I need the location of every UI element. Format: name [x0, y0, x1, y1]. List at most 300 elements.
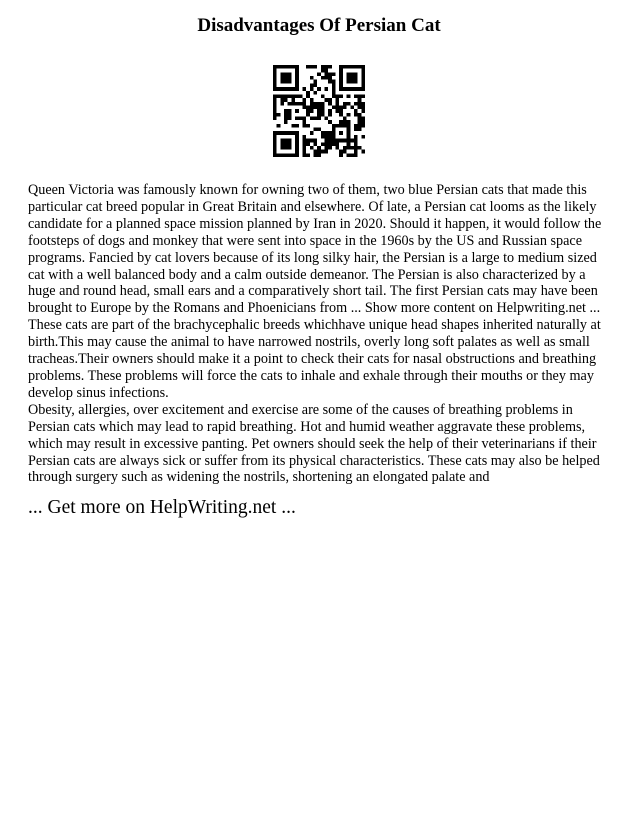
qr-module: [336, 146, 340, 150]
qr-module: [325, 117, 329, 121]
qr-module: [358, 65, 362, 69]
qr-module: [332, 91, 336, 95]
qr-module: [328, 80, 332, 84]
qr-module: [302, 146, 306, 150]
qr-module: [321, 142, 325, 146]
qr-module: [291, 102, 295, 106]
qr-module: [336, 139, 340, 143]
qr-module: [277, 153, 281, 157]
qr-module: [358, 124, 362, 128]
qr-module: [310, 105, 314, 109]
qr-module: [361, 94, 365, 98]
qr-module: [273, 105, 277, 109]
qr-module: [280, 102, 284, 106]
qr-module: [354, 72, 358, 76]
qr-module: [339, 150, 343, 154]
qr-module: [332, 87, 336, 91]
qr-module: [284, 76, 288, 80]
qr-module: [310, 139, 314, 143]
qr-module: [354, 113, 358, 117]
qr-module: [347, 72, 351, 76]
qr-module: [295, 135, 299, 139]
qr-module: [339, 131, 343, 135]
qr-module: [347, 87, 351, 91]
qr-module: [361, 87, 365, 91]
qr-module: [310, 98, 314, 102]
qr-module: [343, 65, 347, 69]
qr-module: [302, 142, 306, 146]
qr-module: [273, 80, 277, 84]
qr-module: [332, 131, 336, 135]
qr-module: [354, 102, 358, 106]
qr-module: [354, 135, 358, 139]
qr-module: [295, 142, 299, 146]
qr-module: [313, 65, 317, 69]
qr-module: [306, 105, 310, 109]
qr-module: [325, 69, 329, 73]
qr-module: [325, 72, 329, 76]
qr-module: [291, 131, 295, 135]
qr-module: [347, 153, 351, 157]
qr-module: [302, 139, 306, 143]
qr-module: [273, 142, 277, 146]
qr-module: [347, 128, 351, 132]
qr-module: [332, 139, 336, 143]
qr-module: [280, 94, 284, 98]
qr-module: [354, 142, 358, 146]
qr-module: [273, 98, 277, 102]
qr-module: [347, 139, 351, 143]
qr-module: [313, 80, 317, 84]
qr-module: [302, 135, 306, 139]
qr-module: [328, 142, 332, 146]
qr-module: [328, 98, 332, 102]
qr-module: [313, 153, 317, 157]
qr-module: [295, 80, 299, 84]
qr-module: [277, 124, 281, 128]
qr-module: [321, 105, 325, 109]
qr-module: [302, 105, 306, 109]
qr-module: [343, 87, 347, 91]
qr-module: [347, 80, 351, 84]
qr-module: [277, 131, 281, 135]
qr-module: [273, 87, 277, 91]
qr-module: [280, 87, 284, 91]
qr-module: [284, 113, 288, 117]
qr-module: [288, 113, 292, 117]
qr-module: [321, 69, 325, 73]
qr-module: [313, 105, 317, 109]
qr-module: [361, 65, 365, 69]
qr-module: [280, 153, 284, 157]
qr-module: [321, 65, 325, 69]
qr-module: [328, 131, 332, 135]
qr-module: [350, 139, 354, 143]
qr-module: [317, 128, 321, 132]
qr-module: [332, 94, 336, 98]
qr-module: [343, 124, 347, 128]
qr-module: [273, 153, 277, 157]
qr-module: [310, 83, 314, 87]
qr-module: [325, 150, 329, 154]
qr-module: [339, 109, 343, 113]
qr-module: [280, 146, 284, 150]
qr-module: [313, 83, 317, 87]
qr-module: [313, 139, 317, 143]
qr-module: [328, 109, 332, 113]
qr-module: [339, 153, 343, 157]
qr-module: [347, 146, 351, 150]
qr-module: [295, 76, 299, 80]
qr-module: [361, 150, 365, 154]
qr-module: [339, 72, 343, 76]
qr-module: [347, 142, 351, 146]
qr-module: [361, 72, 365, 76]
qr-module: [321, 131, 325, 135]
qr-module: [321, 76, 325, 80]
qr-module: [317, 150, 321, 154]
qr-module: [354, 109, 358, 113]
qr-module: [350, 80, 354, 84]
qr-module: [317, 113, 321, 117]
qr-module: [354, 124, 358, 128]
qr-module: [295, 83, 299, 87]
qr-module: [328, 120, 332, 124]
qr-module: [332, 124, 336, 128]
qr-module: [361, 120, 365, 124]
qr-module: [350, 87, 354, 91]
qr-module: [306, 142, 310, 146]
qr-module: [310, 102, 314, 106]
qr-module: [332, 83, 336, 87]
qr-module: [288, 76, 292, 80]
qr-module: [354, 139, 358, 143]
qr-module: [302, 153, 306, 157]
qr-module: [280, 65, 284, 69]
qr-module: [361, 109, 365, 113]
qr-module: [313, 117, 317, 121]
qr-module: [354, 128, 358, 132]
qr-module: [325, 87, 329, 91]
qr-module: [354, 80, 358, 84]
qr-module: [354, 65, 358, 69]
qr-module: [273, 131, 277, 135]
qr-module: [317, 153, 321, 157]
qr-module: [336, 109, 340, 113]
qr-module: [295, 139, 299, 143]
qr-module: [317, 102, 321, 106]
qr-module: [361, 80, 365, 84]
qr-code-graphic: [273, 65, 365, 157]
qr-code-icon: [273, 65, 365, 157]
qr-module: [273, 94, 277, 98]
qr-module: [302, 102, 306, 106]
qr-module: [284, 72, 288, 76]
qr-module: [336, 98, 340, 102]
qr-module: [277, 94, 281, 98]
qr-module: [284, 146, 288, 150]
qr-module: [343, 102, 347, 106]
qr-module: [288, 142, 292, 146]
qr-module: [358, 87, 362, 91]
qr-module: [343, 117, 347, 121]
qr-module: [317, 109, 321, 113]
qr-module: [350, 146, 354, 150]
qr-module: [280, 131, 284, 135]
qr-module: [306, 153, 310, 157]
qr-module: [361, 76, 365, 80]
qr-module: [317, 117, 321, 121]
qr-module: [339, 80, 343, 84]
qr-module: [339, 105, 343, 109]
qr-module: [288, 80, 292, 84]
qr-module: [288, 102, 292, 106]
qr-module: [358, 98, 362, 102]
qr-module: [321, 109, 325, 113]
qr-module: [288, 139, 292, 143]
qr-module: [361, 83, 365, 87]
qr-module: [306, 139, 310, 143]
qr-module: [321, 102, 325, 106]
qr-module: [306, 94, 310, 98]
qr-module: [350, 65, 354, 69]
qr-module: [306, 113, 310, 117]
qr-module: [295, 131, 299, 135]
qr-module: [361, 102, 365, 106]
qr-module: [295, 94, 299, 98]
qr-module: [354, 76, 358, 80]
qr-module: [284, 94, 288, 98]
qr-module: [339, 76, 343, 80]
qr-module: [328, 113, 332, 117]
qr-module: [358, 105, 362, 109]
qr-module: [328, 76, 332, 80]
qr-module: [358, 120, 362, 124]
qr-module: [358, 128, 362, 132]
qr-module: [299, 117, 303, 121]
qr-module: [350, 153, 354, 157]
qr-module: [291, 124, 295, 128]
qr-module: [328, 139, 332, 143]
qr-module: [284, 131, 288, 135]
qr-module: [302, 117, 306, 121]
qr-module: [317, 146, 321, 150]
qr-module: [273, 139, 277, 143]
qr-module: [291, 98, 295, 102]
qr-module: [295, 72, 299, 76]
qr-module: [350, 72, 354, 76]
qr-module: [280, 98, 284, 102]
qr-module: [347, 76, 351, 80]
qr-module: [302, 124, 306, 128]
qr-module: [339, 120, 343, 124]
qr-module: [339, 139, 343, 143]
qr-module: [288, 131, 292, 135]
qr-module: [332, 135, 336, 139]
page-title: Disadvantages Of Persian Cat: [197, 15, 441, 36]
qr-module: [299, 102, 303, 106]
qr-module: [310, 87, 314, 91]
qr-module: [328, 102, 332, 106]
qr-module: [347, 131, 351, 135]
qr-module: [343, 120, 347, 124]
qr-module: [361, 69, 365, 73]
qr-module: [325, 76, 329, 80]
qr-module: [317, 105, 321, 109]
qr-module: [306, 65, 310, 69]
qr-module: [280, 142, 284, 146]
qr-module: [310, 109, 314, 113]
qr-module: [273, 113, 277, 117]
qr-module: [350, 105, 354, 109]
qr-module: [288, 117, 292, 121]
qr-module: [313, 128, 317, 132]
qr-module: [347, 113, 351, 117]
qr-module: [284, 117, 288, 121]
qr-module: [339, 87, 343, 91]
qr-module: [277, 65, 281, 69]
qr-module: [280, 72, 284, 76]
qr-module: [358, 113, 362, 117]
qr-module: [310, 146, 314, 150]
qr-module: [343, 146, 347, 150]
qr-module: [328, 72, 332, 76]
qr-module: [321, 150, 325, 154]
qr-module: [313, 102, 317, 106]
qr-module: [295, 69, 299, 73]
qr-module: [361, 124, 365, 128]
qr-module: [339, 65, 343, 69]
qr-module: [332, 80, 336, 84]
qr-module: [339, 94, 343, 98]
qr-module: [306, 124, 310, 128]
qr-module: [343, 150, 347, 154]
qr-module: [347, 65, 351, 69]
qr-module: [332, 128, 336, 132]
qr-module: [280, 139, 284, 143]
qr-module: [339, 83, 343, 87]
qr-module: [328, 135, 332, 139]
qr-module: [336, 124, 340, 128]
qr-module: [310, 117, 314, 121]
qr-module: [273, 102, 277, 106]
qr-module: [317, 87, 321, 91]
get-more-link[interactable]: ... Get more on HelpWriting.net ...: [28, 497, 296, 518]
qr-module: [273, 69, 277, 73]
qr-module: [306, 91, 310, 95]
qr-module: [291, 94, 295, 98]
qr-module: [354, 150, 358, 154]
qr-module: [358, 102, 362, 106]
qr-module: [339, 124, 343, 128]
qr-module: [347, 120, 351, 124]
qr-module: [288, 153, 292, 157]
qr-module: [328, 146, 332, 150]
qr-module: [295, 124, 299, 128]
qr-module: [336, 142, 340, 146]
qr-module: [347, 102, 351, 106]
qr-module: [358, 117, 362, 121]
qr-module: [313, 142, 317, 146]
qr-module: [291, 87, 295, 91]
qr-module: [295, 146, 299, 150]
qr-module: [284, 98, 288, 102]
qr-module: [277, 87, 281, 91]
qr-module: [310, 76, 314, 80]
qr-module: [284, 65, 288, 69]
qr-module: [288, 146, 292, 150]
qr-module: [313, 150, 317, 154]
qr-module: [325, 139, 329, 143]
qr-module: [273, 83, 277, 87]
qr-module: [280, 80, 284, 84]
qr-module: [295, 117, 299, 121]
qr-module: [302, 150, 306, 154]
qr-module: [332, 142, 336, 146]
qr-module: [310, 65, 314, 69]
qr-module: [273, 76, 277, 80]
qr-module: [273, 135, 277, 139]
qr-module: [336, 105, 340, 109]
qr-module: [350, 76, 354, 80]
qr-module: [288, 109, 292, 113]
qr-module: [273, 72, 277, 76]
qr-module: [347, 135, 351, 139]
qr-module: [332, 105, 336, 109]
qr-module: [273, 117, 277, 121]
qr-module: [288, 65, 292, 69]
qr-module: [343, 105, 347, 109]
qr-module: [273, 65, 277, 69]
qr-module: [325, 98, 329, 102]
qr-module: [273, 146, 277, 150]
qr-module: [328, 65, 332, 69]
paragraph-1: Queen Victoria was famously known for owning two of them, two blue Persian cats that made this particular cat breed popular in Great Britain and elsewhere. Of late, a Persian cat looms as the likely candidate for a planned space mission planned by Iran in 2020. Should it happen, it would follow the footsteps of dogs and monkey that were sent into space in the 1960s by the US and Russian space programs. Fancied by cat lovers because of its long silky hair, the Persian is a large to medium sized cat with a well balanced body and a calm outside demeanor. The Persian is also characterized by a huge and round head, small ears and a comparatively short tail. The first Persian cats may have been brought to Europe by the Romans and Phoenicians from ... Show more content on Helpwriting.net ... These cats are part of the brachycephalic breeds whichhave unique head shapes inherited naturally at birth.This may cause the animal to have narrowed nostrils, overly long soft palates as well as small tracheas.Their owners should make it a point to check their cats for nasal obstructions and breathing problems. These problems will force the cats to inhale and exhale through their mouths or they may develop sinus infections.: [28, 182, 602, 401]
qr-module: [280, 76, 284, 80]
qr-module: [354, 94, 358, 98]
qr-module: [339, 113, 343, 117]
qr-module: [295, 102, 299, 106]
qr-module: [325, 131, 329, 135]
qr-module: [288, 72, 292, 76]
qr-module: [361, 135, 365, 139]
qr-module: [321, 135, 325, 139]
qr-module: [313, 91, 317, 95]
qr-module: [354, 153, 358, 157]
qr-module: [284, 109, 288, 113]
qr-module: [284, 142, 288, 146]
qr-module: [325, 135, 329, 139]
qr-module: [325, 65, 329, 69]
qr-module: [339, 69, 343, 73]
qr-module: [302, 98, 306, 102]
qr-module: [310, 131, 314, 135]
qr-module: [299, 94, 303, 98]
qr-module: [336, 102, 340, 106]
qr-module: [291, 65, 295, 69]
qr-module: [317, 72, 321, 76]
qr-module: [358, 94, 362, 98]
qr-module: [284, 153, 288, 157]
qr-module: [288, 94, 292, 98]
qr-module: [321, 113, 325, 117]
qr-module: [332, 72, 336, 76]
qr-module: [284, 87, 288, 91]
qr-module: [343, 139, 347, 143]
qr-module: [273, 150, 277, 154]
qr-module: [347, 124, 351, 128]
qr-module: [295, 65, 299, 69]
